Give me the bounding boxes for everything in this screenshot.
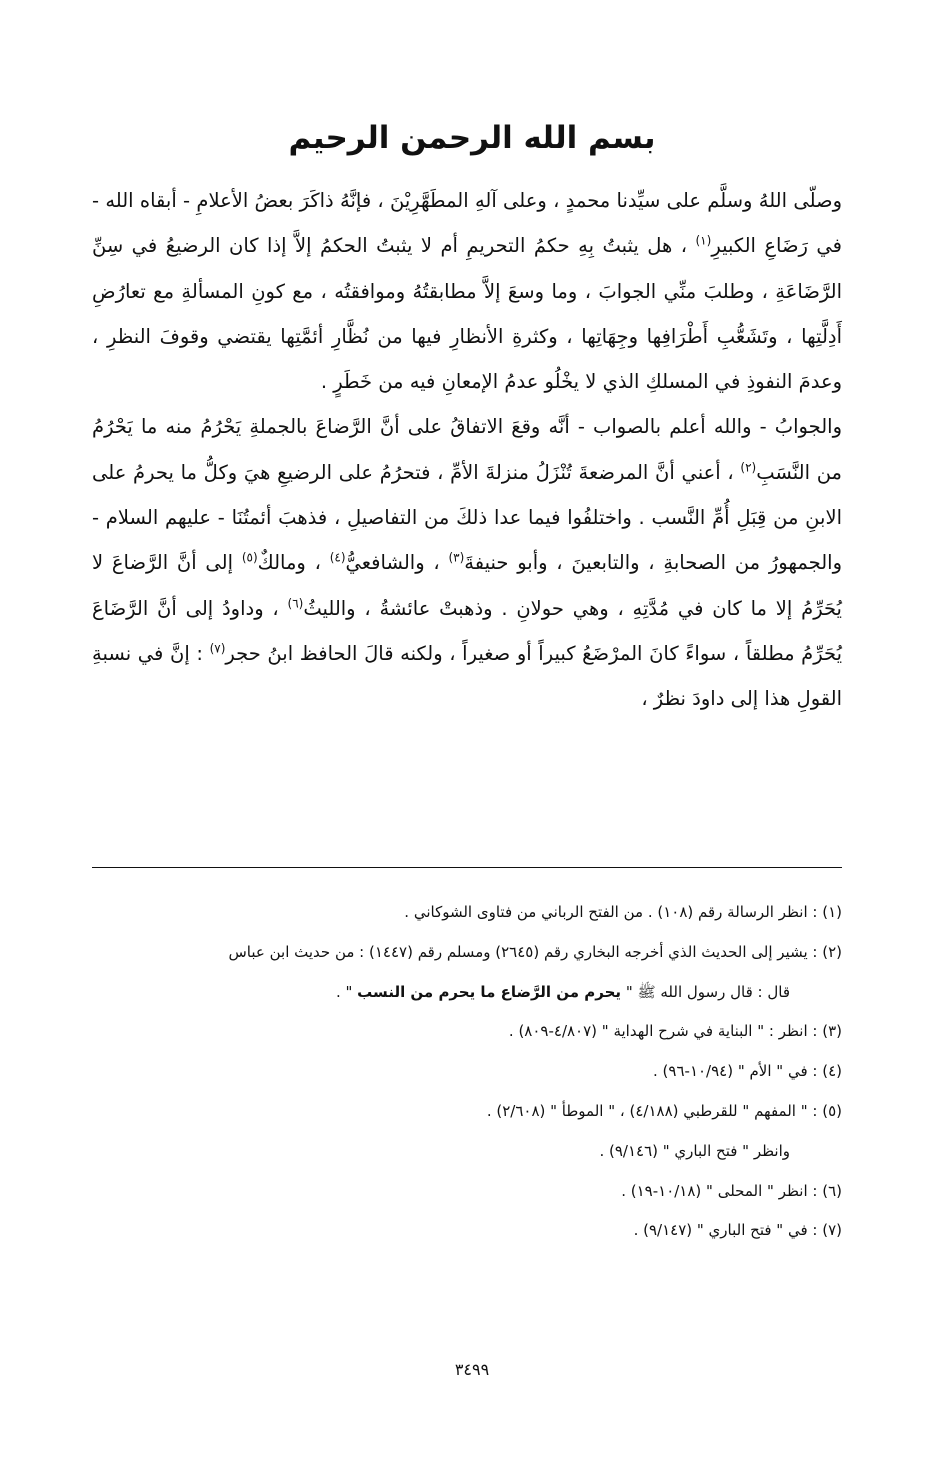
footnote xyxy=(92,1092,842,1132)
footnote-marker: (١) xyxy=(695,233,712,248)
footnote-separator xyxy=(92,867,842,868)
paragraph-text: إلى أنَّ الرَّضاعَ لا يُحَرِّمُ إلا ما كان في مُدَّتِهِ ، وهي حولانِ . وذهبتْ عائشةُ ، والليثُ xyxy=(92,551,842,620)
paragraph-text: وصلّى اللهُ وسلَّم على سيِّدنا محمدٍ ، وعلى آلهِ المطَهَّرِيْنَ ، فإنَّهُ ذاكَرَ بعضُ الأعلامِ - أبقاه الله - في رَضَاعِ الكبيرِ xyxy=(92,189,842,258)
footnote-continuation xyxy=(92,1132,842,1172)
footnote xyxy=(92,1052,842,1092)
footnote-continuation xyxy=(92,973,842,1013)
footnote-text: (٤) : في " الأم " (١٠/٩٤-٩٦) . xyxy=(653,1062,842,1081)
footnote-marker: (٤) xyxy=(329,550,346,565)
footnote xyxy=(92,1172,842,1212)
footnote-text: (٦) : انظر " المحلى " (١٠/١٨-١٩) . xyxy=(621,1181,842,1200)
footnote-marker: (٣) xyxy=(448,550,465,565)
footnote-text: (٥) : " المفهم " للقرطبي (٤/١٨٨) ، " الموطأ " (٢/٦٠٨) . xyxy=(486,1101,842,1120)
footnote xyxy=(92,933,842,973)
footnote-marker: (٧) xyxy=(209,641,226,656)
paragraph-text: : إنَّ في نسبةِ القولِ هذا إلى داودَ نظرٌ ، xyxy=(92,641,842,711)
footnote-marker: (٢) xyxy=(740,460,757,475)
footnote-text: (٣) : انظر : " البناية في شرح الهداية " (٤/٨٠٧-٨٠٩) . xyxy=(508,1022,842,1041)
paragraph xyxy=(92,178,842,404)
paragraph-text: ، ومالكٌ xyxy=(257,551,330,575)
paragraph-text: ، هل يثبتُ بِهِ حكمُ التحريمِ أم لا يثبتُ الحكمُ إلاَّ إذا كان الرضيعُ في سِنِّ الرَّضَاعَةِ ، وطلبَ منِّي الجوابَ ، وما وسعَ إلاَّ مطابقتُهُ وموافقتُه ، مع كونِ المسألةِ مع تعارُضِ أَدِلَّتِها ، وتَشَعُّبِ أَطْرَافِها وجِهَاتِها ، وكثرةِ الأنظارِ فيها من نُظَّارِ أئمَّتِها يقتضي وقوفَ النظرِ ، وعدمَ النفوذِ في المسلكِ الذي لا يخْلُو عدمُ الإمعانِ فيه من خَطَرٍ . xyxy=(92,234,842,394)
footnote xyxy=(92,1012,842,1052)
page-title: بسم الله الرحمن الرحيم xyxy=(288,120,656,156)
footnote-text: (٧) : في " فتح الباري " (٩/١٤٧) . xyxy=(633,1221,842,1240)
footnote-text: (٢) : يشير إلى الحديث الذي أخرجه البخاري رقم (٢٦٤٥) ومسلم رقم (١٤٤٧) : من حديث ابن عباس xyxy=(228,942,842,961)
paragraph-text: ، والشافعيُّ xyxy=(345,551,449,575)
footnote-text: وانظر " فتح الباري " (٩/١٤٦) . xyxy=(599,1141,790,1160)
footnote xyxy=(92,893,842,933)
footnote-text: (١) : انظر الرسالة رقم (١٠٨) . من الفتح الرباني من فتاوى الشوكاني . xyxy=(404,903,842,921)
footnotes xyxy=(92,893,842,1251)
footnote-text-end: " . xyxy=(335,982,358,1001)
footnote-marker: (٦) xyxy=(287,596,304,611)
hadith-quote: يحرم من الرَّضاع ما يحرم من النسب xyxy=(357,982,622,1001)
paragraph-text: ، أعني أنَّ المرضعةَ تُنْزَلُ منزلةَ الأمِّ ، فتحرُمُ على الرضيعِ هيَ وكلُّ ما يحرمُ على الابنِ من قِبَلِ أُمِّ النَّسب . واختلفُوا فيما عدا ذلكَ من التفاصيلِ ، فذهبَ أئمتُنَا - عليهم السلام - والجمهورُ من الصحابةِ ، والتابعينَ ، وأبو حنيفةَ xyxy=(92,460,843,575)
paragraph-text: والجوابُ - والله أعلم بالصواب - أنَّه وقعَ الاتفاقُ على أنَّ الرَّضاعَ بالجملةِ يَحْرُمُ منه ما يَحْرُمُ من النَّسَبِ xyxy=(92,415,842,484)
footnote xyxy=(92,1211,842,1251)
footnote-marker: (٥) xyxy=(241,550,258,565)
paragraph xyxy=(92,404,842,721)
footnote-text: قال : قال رسول الله ﷺ " xyxy=(621,982,790,1001)
paragraph-text: ، وداودُ إلى أنَّ الرَّضَاعَ يُحَرِّمُ مطلقاً ، سواءً كانَ المرْضَعُ كبيراً أو صغيراً ، ولكنه قالَ الحافظ ابنُ حجر xyxy=(92,596,842,665)
page-number: ٣٤٩٩ xyxy=(454,1360,490,1379)
main-text xyxy=(92,178,842,722)
